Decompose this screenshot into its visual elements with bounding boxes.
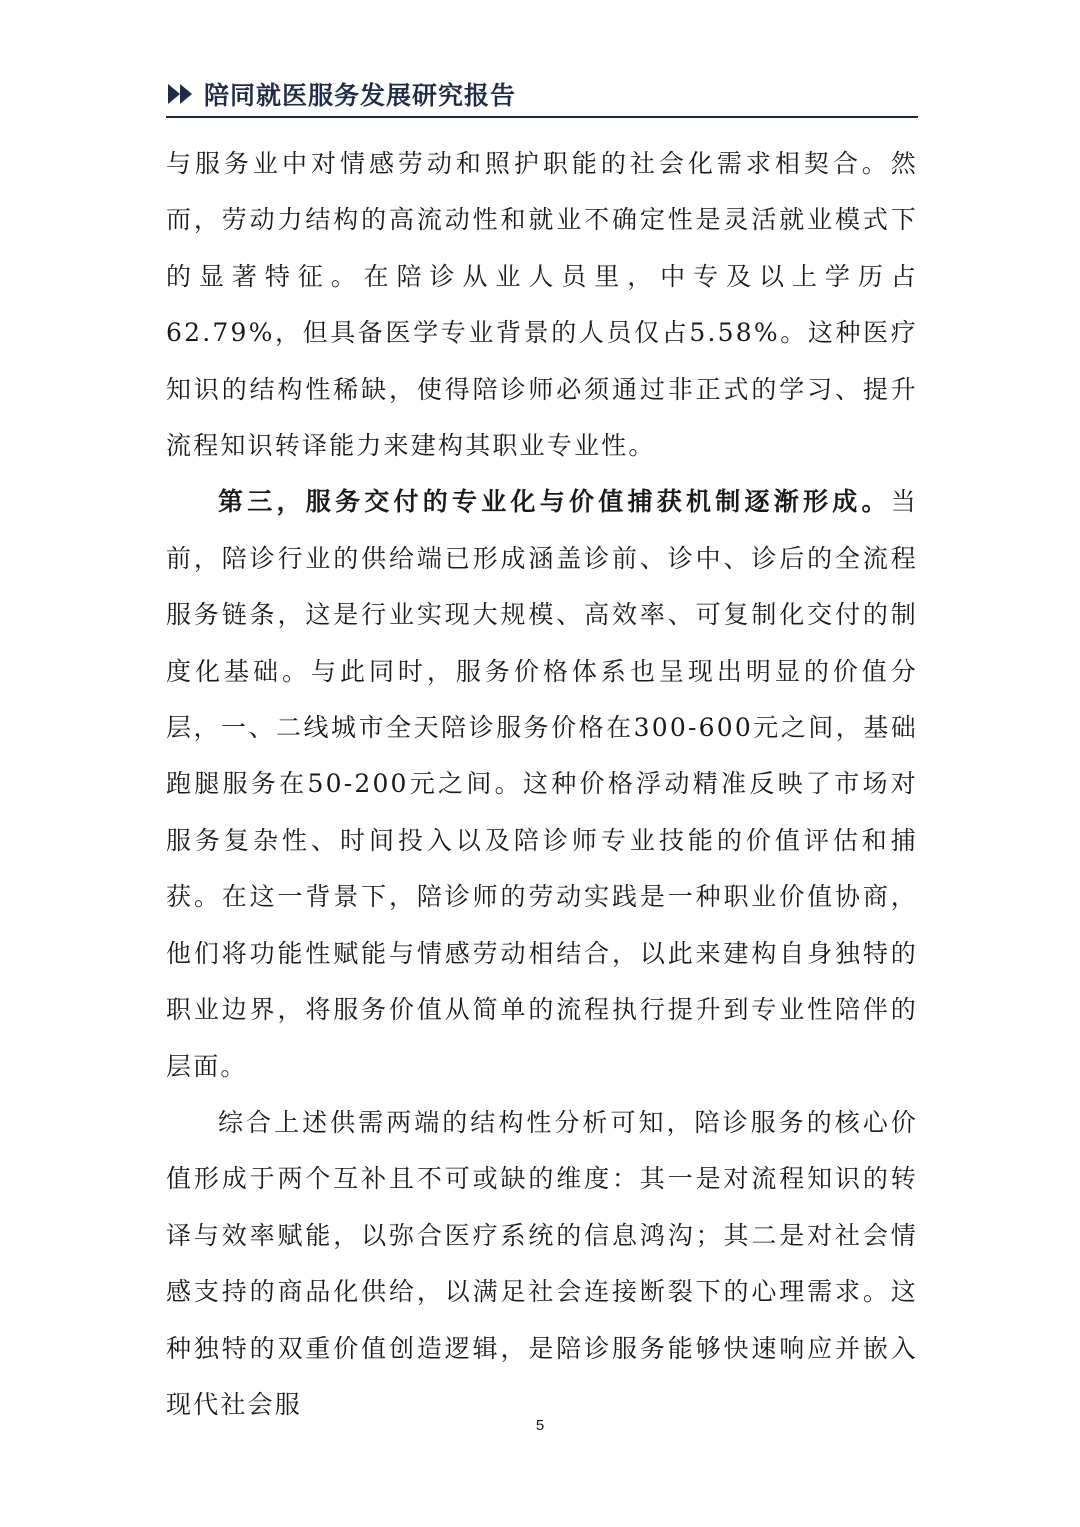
- paragraph-2: [166, 474, 918, 1094]
- report-header: [166, 72, 918, 118]
- paragraph-3-text: 综合上述供需两端的结构性分析可知，陪诊服务的核心价值形成于两个互补且不可或缺的维度：其一是对流程知识的转译与效率赋能，以弥合医疗系统的信息鸿沟；其二是对社会情感支持的商品化供给，以满足社会连接断裂下的心理需求。这种独特的双重价值创造逻辑，是陪诊服务能够快速响应并嵌入现代社会服: [166, 1107, 918, 1419]
- double-chevron-right-icon: [166, 81, 200, 107]
- paragraph-1: [166, 136, 918, 474]
- paragraph-3: [166, 1095, 918, 1433]
- report-title: 陪同就医服务发展研究报告: [204, 81, 517, 110]
- page-number: 5: [535, 1417, 545, 1434]
- paragraph-2-lead: 第三，服务交付的专业化与价值捕获机制逐渐形成。: [218, 487, 891, 517]
- paragraph-1-text: 与服务业中对情感劳动和照护职能的社会化需求相契合。然而，劳动力结构的高流动性和就业不确定性是灵活就业模式下的显著特征。在陪诊从业人员里，中专及以上学历占62.79%，但具备医学专业背景的人员仅占5.58%。这种医疗知识的结构性稀缺，使得陪诊师必须通过非正式的学习、提升流程知识转译能力来建构其职业专业性。: [166, 149, 918, 461]
- body-text: [166, 136, 918, 1433]
- paragraph-2-text: 当前，陪诊行业的供给端已形成涵盖诊前、诊中、诊后的全流程服务链条，这是行业实现大规模、高效率、可复制化交付的制度化基础。与此同时，服务价格体系也呈现出明显的价值分层，一、二线城市全天陪诊服务价格在300-600元之间，基础跑腿服务在50-200元之间。这种价格浮动精准反映了市场对服务复杂性、时间投入以及陪诊师专业技能的价值评估和捕获。在这一背景下，陪诊师的劳动实践是一种职业价值协商，他们将功能性赋能与情感劳动相结合，以此来建构自身独特的职业边界，将服务价值从简单的流程执行提升到专业性陪伴的层面。: [166, 487, 918, 1081]
